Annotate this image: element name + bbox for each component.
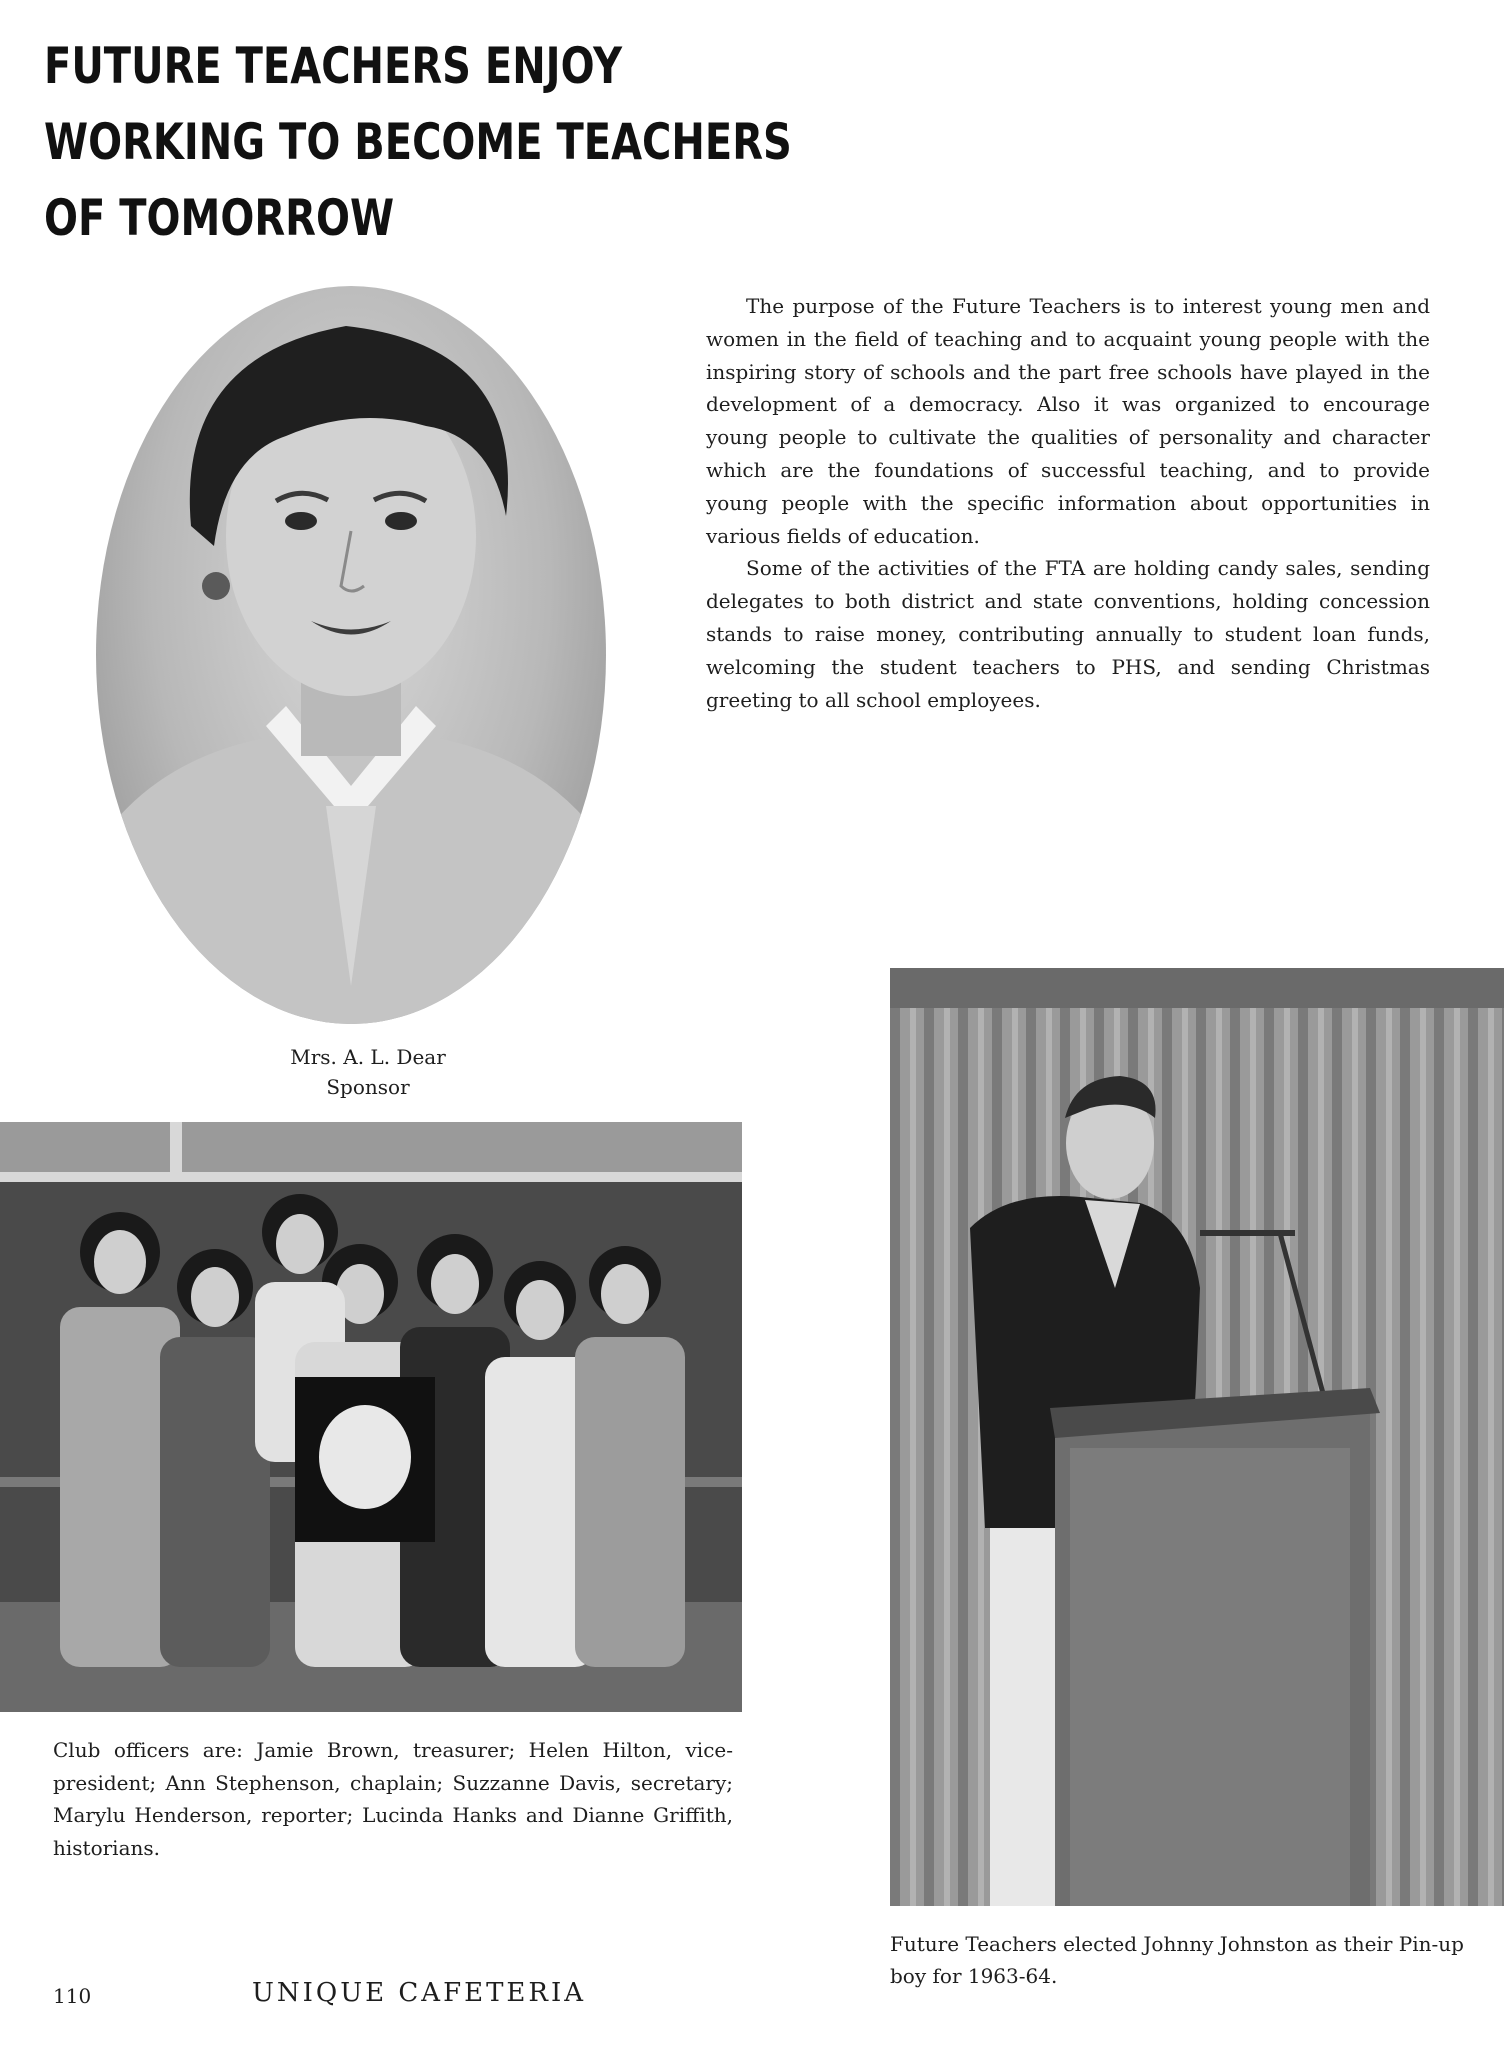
portrait-caption (210, 1042, 526, 1102)
article-body (706, 290, 1430, 716)
body-paragraph-purpose: The purpose of the Future Teachers is to interest young men and women in the field of teaching and to acquaint young people with the inspiring story of schools and the part free schools have played in the development of a democracy. Also it was organized to encourage young people to cultivate the qualities of personality and character which are the foundations of successful teaching, and to provide young people with the specific information about opportunities in various fields of education. (706, 294, 1430, 548)
body-paragraph-activities: Some of the activities of the FTA are holding candy sales, sending delegates to both district and state conventions, holding concession stands to raise money, contributing annually to student loan funds, welcoming the student teachers to PHS, and sending Christmas greeting to all school employees. (706, 556, 1430, 712)
club-officers-photo (0, 1122, 742, 1712)
page-headline (44, 28, 792, 256)
sponsor-portrait-image (96, 286, 606, 1024)
club-officers-caption: Club officers are: Jamie Brown, treasurer; Helen Hilton, vice-president; Ann Stephenson, chaplain; Suzzanne Davis, secretary; Marylu Henderson, reporter; Lucinda Hanks and Dianne Griffith, historians. (53, 1738, 733, 1860)
club-officers-photo-image (0, 1122, 742, 1712)
pinup-boy-caption: Future Teachers elected Johnny Johnston as their Pin-up boy for 1963-64. (890, 1932, 1464, 1988)
pinup-boy-photo (890, 968, 1504, 1906)
headline-line-3: OF TOMORROW (44, 189, 395, 247)
page-number: 110 (53, 1984, 92, 2008)
pinup-boy-photo-image (890, 968, 1504, 1906)
headline-line-2: WORKING TO BECOME TEACHERS (44, 113, 792, 171)
headline-line-1: FUTURE TEACHERS ENJOY (44, 37, 623, 95)
sponsor-role: Sponsor (326, 1075, 410, 1099)
sponsor-name: Mrs. A. L. Dear (290, 1045, 446, 1069)
sponsor-portrait (96, 286, 606, 1024)
advertiser-name: UNIQUE CAFETERIA (252, 1978, 587, 2008)
